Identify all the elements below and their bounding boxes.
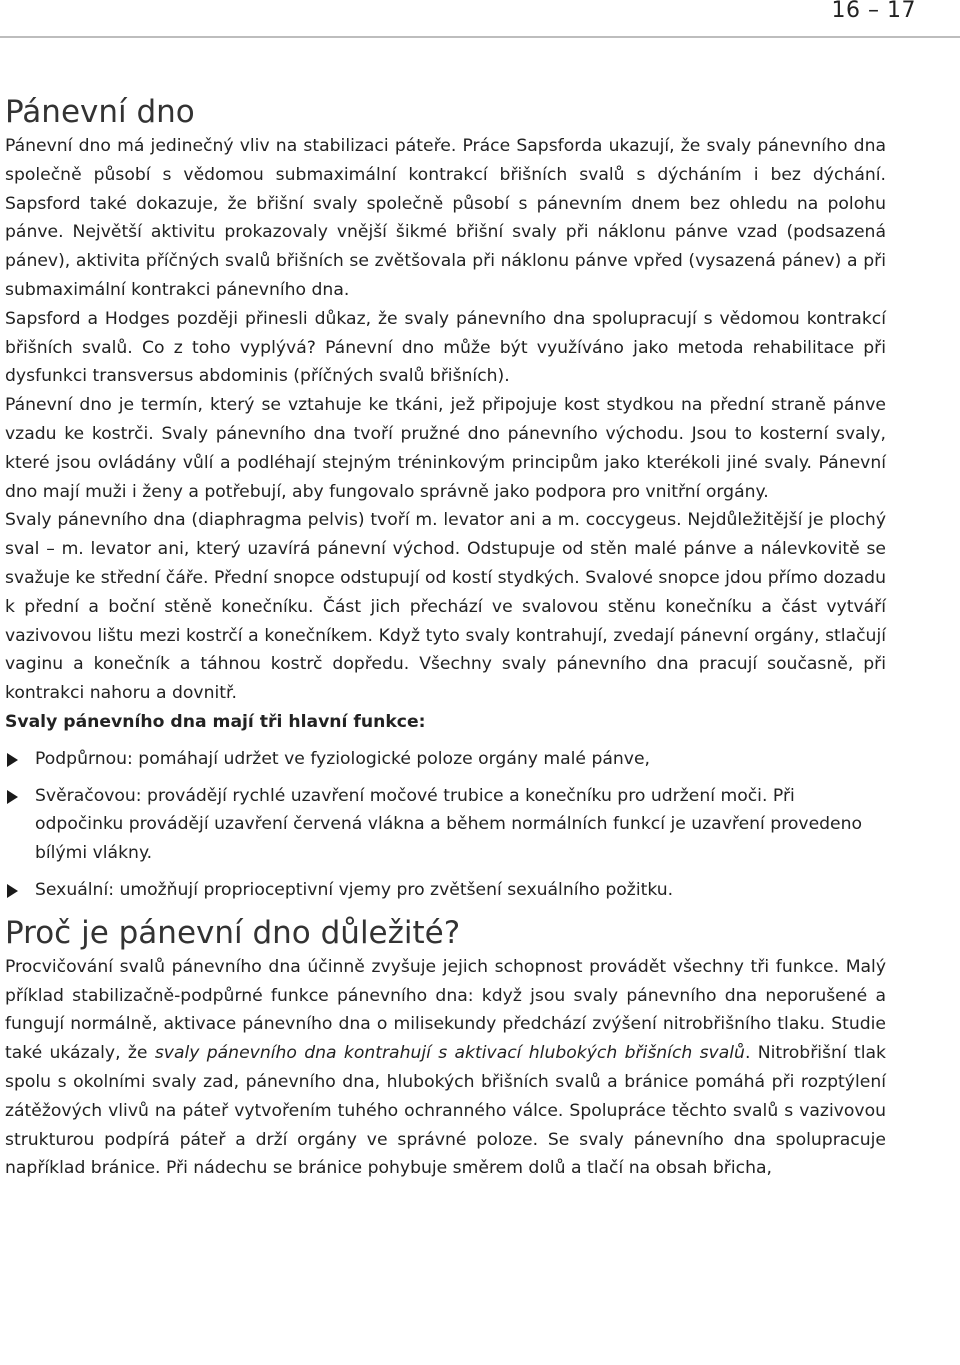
- emphasized-text: svaly pánevního dna kontrahují s aktivací hlubokých břišních svalů: [154, 1043, 745, 1064]
- triangle-bullet-icon: [7, 790, 18, 804]
- paragraph-text: Procvičování svalů pánevního dna účinně zvyšuje jejich schopnost provádět všechny tři funkce. Malý příklad stabilizačně-podpůrné funkce pánevního dna: když jsou svaly pánevního dna neporušené a fungují normálně, aktivace pánevního dna o milisekundy předchází zvýšení nitrobřišního tlaku. Studie také ukázaly, že: [5, 956, 886, 1064]
- list-item: [5, 876, 886, 905]
- paragraph-text: . Nitrobřišní tlak spolu s okolními svaly zad, pánevního dna, hlubokých břišních svalů a bránice pomáhá při rozptýlení zátěžových vlivů na páteř vytvořením tuhého ochranného válce. Spolupráce těchto svalů s vazivovou strukturou podpírá páteř a drží orgány ve správné poloze. Se svaly pánevního dna spolupracuje například bránice. Při nádechu se bránice pohybuje směrem dolů a tlačí na obsah břicha,: [5, 1043, 887, 1179]
- list-item: [5, 745, 886, 774]
- section-title-proc-je-dulezite: Proč je pánevní dno důležité?: [5, 914, 461, 951]
- functions-list: [5, 745, 886, 905]
- paragraph-importance: [5, 953, 886, 1183]
- page-content: [5, 92, 886, 1183]
- paragraph-stabilization: Pánevní dno má jedinečný vliv na stabilizaci páteře. Práce Sapsforda ukazují, že svaly pánevního dna společně působí s vědomou submaximální kontrakcí břišních svalů s dýcháním i bez dýchání. Sapsford také dokazuje, že břišní svaly společně působí s pánevním dnem bez ohledu na polohu pánve. Největší aktivitu prokazovaly vnější šikmé břišní svaly při náklonu pánve vzad (podsazená pánev), aktivita příčných svalů břišních se zvětšovala při náklonu pánve vpřed (vysazená pánev) a při submaximální kontrakci pánevního dna.: [5, 136, 886, 300]
- function-text: Svěračovou: provádějí rychlé uzavření močové trubice a konečníku pro udržení moči. Při odpočinku provádějí uzavření červená vlákna a během normálních funkcí je uzavření provedeno bílými vlákny.: [35, 785, 863, 864]
- page-header: [0, 0, 960, 38]
- paragraph-anatomy: Svaly pánevního dna (diaphragma pelvis) tvoří m. levator ani a m. coccygeus. Nejdůležitější je plochý sval – m. levator ani, který uzavírá pánevní východ. Odstupuje od stěn malé pánve a nálevkovitě se svažuje ke střední čáře. Přední snopce odstupují od kostí stydkých. Svalové snopce jdou přímo dozadu k přední a boční stěně konečníku. Část jich přechází ve svalovou stěnu konečníku a část vytváří vazivovou lištu mezi kostrčí a konečníkem. Když tyto svaly kontrahují, zvedají pánevní orgány, stlačují vaginu a konečník a táhnou kostrč dopředu. Všechny svaly pánevního dna pracují současně, při kontrakci nahoru a dovnitř.: [5, 510, 886, 704]
- function-text: Sexuální: umožňují proprioceptivní vjemy pro zvětšení sexuálního požitku.: [35, 879, 674, 900]
- functions-heading: Svaly pánevního dna mají tři hlavní funkce:: [5, 711, 426, 732]
- triangle-bullet-icon: [7, 884, 18, 898]
- list-item: [5, 782, 886, 868]
- triangle-bullet-icon: [7, 753, 18, 767]
- section-title-panevni-dno: Pánevní dno: [5, 94, 195, 130]
- paragraph-definition: Pánevní dno je termín, který se vztahuje ke tkáni, jež připojuje kost stydkou na přední straně pánve vzadu ke kostrči. Svaly pánevního dna tvoří pružné dno pánevního východu. Jsou to kosterní svaly, které jsou ovládány vůlí a podléhají stejným tréninkovým principům jako kterékoli jiné svaly. Pánevní dno mají muži i ženy a potřebují, aby fungovalo správně jako podpora pro vnitřní orgány.: [5, 395, 886, 502]
- paragraph-sapsford-hodges: Sapsford a Hodges později přinesli důkaz, že svaly pánevního dna spolupracují s vědomou kontrakcí břišních svalů. Co z toho vyplývá? Pánevní dno může být využíváno jako metoda rehabilitace při dysfunkci transversus abdominis (příčných svalů břišních).: [5, 308, 886, 387]
- page-numbers: 16 – 17: [831, 0, 916, 23]
- function-text: Podpůrnou: pomáhají udržet ve fyziologické poloze orgány malé pánve,: [35, 748, 651, 769]
